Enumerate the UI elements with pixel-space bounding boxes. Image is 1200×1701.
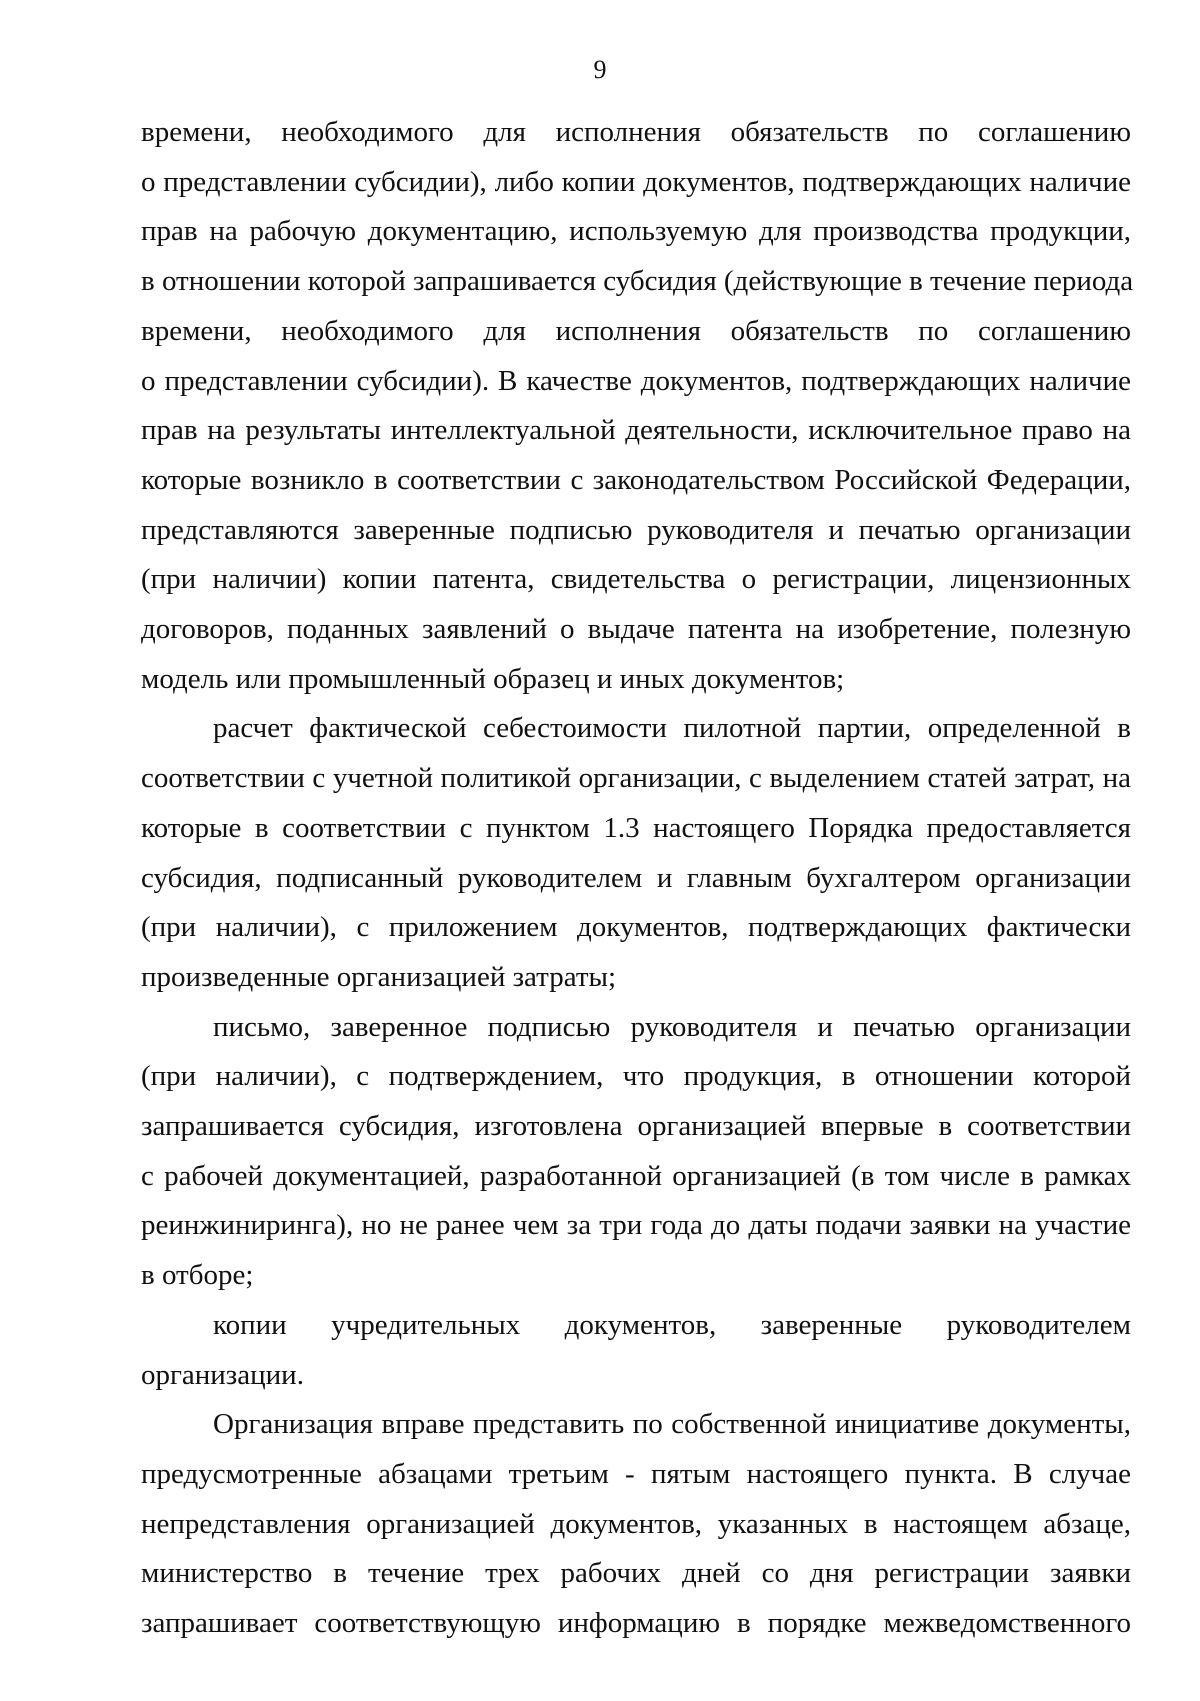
text-line: (при наличии), с приложением документов, подтверждающих фактически (141, 911, 1131, 944)
text-line: копии учредительных документов, заверенные руководителем (213, 1308, 1131, 1341)
document-body (141, 108, 1134, 1649)
text-line: запрашивается субсидия, изготовлена организацией впервые в соответствии (141, 1110, 1131, 1143)
text-line: произведенные организацией затраты; (141, 960, 617, 993)
text-line: времени, необходимого для исполнения обязательств по соглашению (141, 314, 1131, 347)
text-line: времени, необходимого для исполнения обязательств по соглашению (141, 116, 1131, 148)
paragraph-5 (141, 1400, 1131, 1649)
text-line: о представлении субсидии). В качестве документов, подтверждающих наличие (141, 364, 1131, 397)
text-line: в отборе; (141, 1259, 254, 1292)
text-line: с рабочей документацией, разработанной организацией (в том числе в рамках (141, 1159, 1131, 1192)
text-line: (при наличии) копии патента, свидетельства о регистрации, лицензионных (141, 563, 1131, 596)
text-line: субсидия, подписанный руководителем и главным бухгалтером организации (141, 861, 1131, 894)
text-line: письмо, заверенное подписью руководителя и печатью организации (213, 1010, 1131, 1043)
text-line: договоров, поданных заявлений о выдаче патента на изобретение, полезную (141, 613, 1131, 646)
page-number: 9 (593, 55, 607, 84)
paragraph-3 (141, 1003, 1131, 1301)
paragraph-1 (141, 108, 1134, 704)
text-line: (при наличии), с подтверждением, что продукция, в отношении которой (141, 1060, 1131, 1093)
text-line: которые возникло в соответствии с законодательством Российской Федерации, (141, 463, 1131, 496)
text-line: о представлении субсидии), либо копии документов, подтверждающих наличие (141, 165, 1131, 198)
text-line: представляются заверенные подписью руководителя и печатью организации (141, 513, 1131, 546)
paragraph-4 (141, 1301, 1131, 1400)
text-line: прав на результаты интеллектуальной деятельности, исключительное право на (141, 414, 1131, 447)
text-line: в отношении которой запрашивается субсидия (действующие в течение периода (141, 265, 1134, 298)
paragraph-2 (141, 704, 1131, 1002)
text-line: прав на рабочую документацию, используемую для производства продукции, (141, 215, 1131, 248)
text-line: непредставления организацией документов, указанных в настоящем абзаце, (141, 1507, 1131, 1540)
text-line: расчет фактической себестоимости пилотной партии, определенной в (213, 712, 1131, 745)
text-line: организации. (141, 1358, 304, 1391)
text-line: которые в соответствии с пунктом 1.3 настоящего Порядка предоставляется (141, 811, 1131, 844)
text-line: министерство в течение трех рабочих дней со дня регистрации заявки (141, 1557, 1131, 1590)
text-line: реинжиниринга), но не ранее чем за три года до даты подачи заявки на участие (141, 1209, 1131, 1242)
text-line: предусмотренные абзацами третьим - пятым настоящего пункта. В случае (141, 1457, 1131, 1490)
text-line: соответствии с учетной политикой организации, с выделением статей затрат, на (141, 762, 1131, 795)
text-line: Организация вправе представить по собственной инициативе документы, (213, 1408, 1131, 1441)
text-line: модель или промышленный образец и иных документов; (141, 662, 845, 695)
text-line: запрашивает соответствующую информацию в порядке межведомственного (141, 1607, 1131, 1640)
